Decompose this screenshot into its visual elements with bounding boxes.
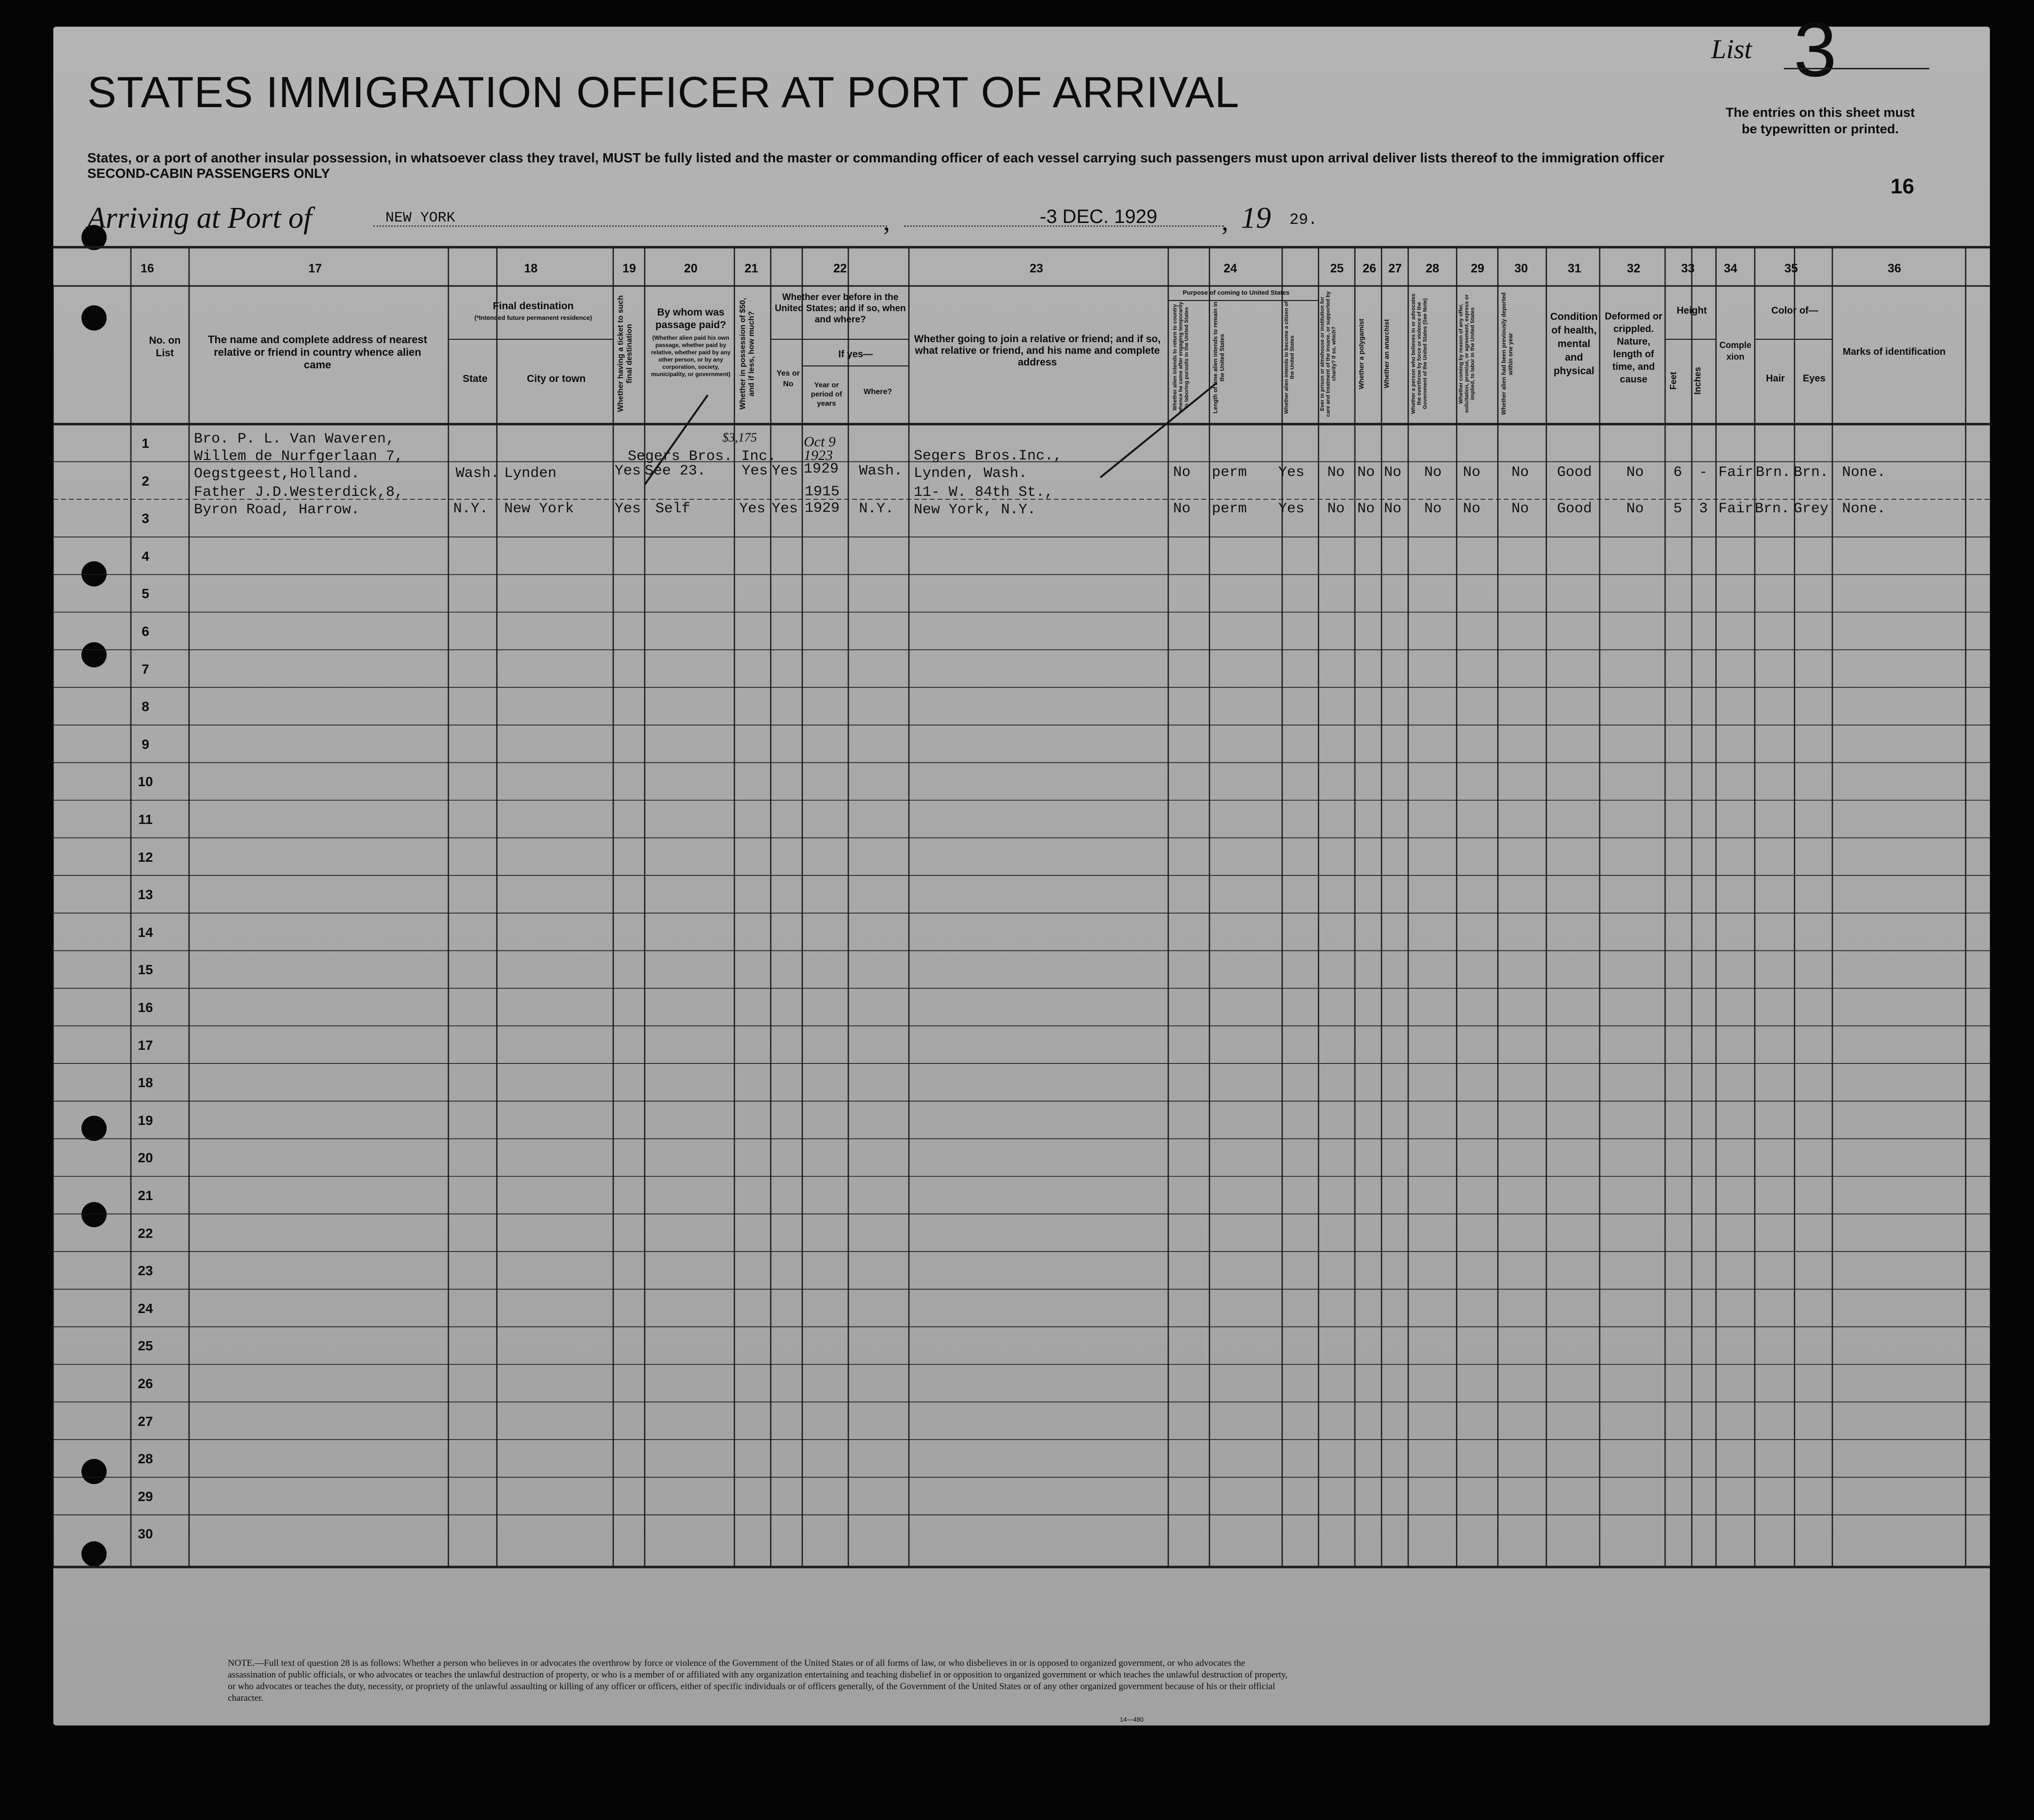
column-number-33: 33 bbox=[1681, 262, 1695, 275]
row-number: 1 bbox=[142, 436, 149, 451]
entry-2-eyes: Grey bbox=[1794, 501, 1829, 517]
column-number-24: 24 bbox=[1224, 262, 1237, 275]
entry-2-deformed: No bbox=[1626, 501, 1644, 517]
cabin-class: SECOND-CABIN PASSENGERS ONLY bbox=[87, 166, 330, 181]
column-number-23: 23 bbox=[1030, 262, 1043, 275]
entry-2-before: Yes bbox=[772, 501, 798, 517]
row-number: 5 bbox=[142, 586, 149, 601]
row-number: 25 bbox=[138, 1338, 153, 1354]
entry-2-state: N.Y. bbox=[453, 501, 489, 517]
row-number: 2 bbox=[142, 473, 149, 489]
column-number-31: 31 bbox=[1568, 262, 1581, 275]
header-inches: Inches bbox=[1693, 366, 1702, 395]
row-number: 26 bbox=[138, 1376, 153, 1391]
header-ever-before: Whether ever before in the United States; and if so, when and where? bbox=[775, 292, 906, 325]
row-number: 28 bbox=[138, 1451, 153, 1467]
header-deported: Whether alien had been previously deported within one year bbox=[1500, 292, 1514, 415]
column-number-30: 30 bbox=[1514, 262, 1528, 275]
header-final-destination: Final destination (*Intended future permanent residence) bbox=[474, 301, 592, 321]
entry-2-feet: 5 bbox=[1673, 501, 1683, 517]
arriving-label: Arriving at Port of bbox=[87, 202, 312, 235]
year-suffix: 29. bbox=[1289, 211, 1318, 229]
entry-2-paid-by: Self bbox=[655, 501, 691, 517]
entry-1-hair: Brn. bbox=[1756, 464, 1791, 481]
column-number-26: 26 bbox=[1363, 262, 1376, 275]
entry-1-deformed: No bbox=[1626, 464, 1644, 481]
header-yes-or-no: Yes or No bbox=[776, 369, 800, 388]
column-number-19: 19 bbox=[622, 262, 636, 275]
entry-2-overthrow: No bbox=[1424, 501, 1442, 517]
port-name: NEW YORK bbox=[385, 210, 456, 226]
row-number: 18 bbox=[138, 1075, 153, 1091]
entry-2-prison: No bbox=[1327, 501, 1345, 517]
row-number: 20 bbox=[138, 1150, 153, 1166]
header-length-of-stay: Length of time alien intends to remain in the United States bbox=[1212, 301, 1225, 413]
entry-1-complexion: Fair bbox=[1718, 464, 1754, 481]
entry-1-deported: No bbox=[1511, 464, 1529, 481]
header-passage-paid: By whom was passage paid? (Whether alien paid his own passage, whether paid by relative, whether paid by any other person, or by any corporation, society, municipality, or government) bbox=[651, 307, 731, 378]
row-number: 27 bbox=[138, 1413, 153, 1429]
row-number: 23 bbox=[138, 1263, 153, 1279]
entry-1-before-where: Wash. bbox=[859, 463, 903, 479]
entry-1-anarchist: No bbox=[1384, 464, 1402, 481]
entry-1-city: Lynden bbox=[504, 465, 557, 482]
header-complexion: Complexion bbox=[1719, 340, 1751, 362]
header-deformed: Deformed or crippled. Nature, length of time, and cause bbox=[1605, 311, 1663, 385]
entry-1-health: Good bbox=[1557, 464, 1592, 481]
entry-1-before: Yes bbox=[772, 463, 798, 479]
header-citizen-intent: Whether alien intends to become a citizen of the United States bbox=[1284, 301, 1295, 414]
header-labor-offer: Whether coming by reason of any offer, solicitation, promise, or agreement, express or implied, to labor in the United States bbox=[1458, 294, 1476, 413]
header-city: City or town bbox=[526, 373, 586, 384]
header-ticket: Whether having a ticket to such final destination bbox=[617, 295, 634, 412]
column-number-20: 20 bbox=[684, 262, 698, 275]
entry-2-inches: 3 bbox=[1699, 501, 1708, 517]
column-number-32: 32 bbox=[1627, 262, 1640, 275]
row-number: 8 bbox=[142, 699, 149, 714]
entry-1-ticket: Yes bbox=[615, 463, 641, 479]
header-money: Whether in possession of $50, and if less, how much? bbox=[739, 298, 756, 410]
entry-2-labor-offer: No bbox=[1463, 501, 1481, 517]
comma: , bbox=[1222, 206, 1228, 237]
header-polygamist: Whether a polygamist bbox=[1357, 318, 1365, 389]
entry-2-polygamist: No bbox=[1357, 501, 1375, 517]
column-number-25: 25 bbox=[1330, 262, 1344, 275]
entry-2-length: perm bbox=[1212, 501, 1247, 517]
column-number-35: 35 bbox=[1784, 262, 1798, 275]
entry-1-joining: Segers Bros.Inc., Lynden, Wash. bbox=[914, 448, 1063, 482]
entry-1-prison: No bbox=[1327, 464, 1345, 481]
header-overthrow: Whether a person who believes in or advocates the overthrow by force or violence of the Government of the United States (See Note) bbox=[1411, 293, 1428, 414]
entry-1-length: perm bbox=[1212, 464, 1247, 481]
entry-2-complexion: Fair bbox=[1718, 501, 1754, 517]
entry-1-money: Yes bbox=[742, 463, 768, 479]
page-title: STATES IMMIGRATION OFFICER AT PORT OF ARRIVAL bbox=[87, 68, 1239, 117]
column-number-28: 28 bbox=[1426, 262, 1439, 275]
comma: , bbox=[883, 206, 890, 237]
date-stamp: -3 DEC. 1929 bbox=[1040, 206, 1158, 227]
row-number: 4 bbox=[142, 548, 149, 564]
header-anarchist: Whether an anarchist bbox=[1382, 319, 1390, 389]
row-number: 30 bbox=[138, 1526, 153, 1542]
row-number: 19 bbox=[138, 1112, 153, 1128]
entry-2-before-where: N.Y. bbox=[859, 501, 894, 517]
entry-1-polygamist: No bbox=[1357, 464, 1375, 481]
row-number: 16 bbox=[138, 1000, 153, 1015]
entry-2-health: Good bbox=[1557, 501, 1592, 517]
row-number: 29 bbox=[138, 1488, 153, 1504]
row-number: 11 bbox=[138, 812, 153, 827]
entry-2-before-year: 1915 1929 bbox=[805, 484, 840, 517]
entry-1-inches: - bbox=[1699, 464, 1708, 481]
column-number-18: 18 bbox=[524, 262, 538, 275]
entry-1-return: No bbox=[1173, 464, 1191, 481]
typewritten-note: The entries on this sheet must be typewritten or printed. bbox=[1726, 105, 1915, 136]
column-number-16: 16 bbox=[141, 262, 154, 275]
row-number: 13 bbox=[138, 887, 153, 902]
entry-1-before-year: Oct 9 1923 1929 bbox=[804, 434, 839, 477]
instruction-text: States, or a port of another insular possession, in whatsoever class they travel, MUST be fully listed and the master or commanding officer of each vessel carrying such passengers must upon arrival deliver lists thereof to the immigration officer SECOND-CABIN PASSENGERS ONLY bbox=[87, 150, 1665, 181]
entry-1-paid-by: Segers Bros. Inc. bbox=[628, 448, 777, 465]
column-number-22: 22 bbox=[833, 262, 847, 275]
row-number: 12 bbox=[138, 849, 153, 865]
header-nearest-relative: The name and complete address of nearest relative or friend in country whence alien came bbox=[207, 333, 428, 371]
column-number-29: 29 bbox=[1471, 262, 1484, 275]
row-number: 9 bbox=[142, 736, 149, 752]
header-purpose: Purpose of coming to United States bbox=[1182, 289, 1290, 296]
header-joining-relative: Whether going to join a relative or friend; and if so, what relative or friend, and his name and complete address bbox=[914, 333, 1161, 368]
column-number-17: 17 bbox=[308, 262, 322, 275]
year-prefix: 19 bbox=[1241, 202, 1271, 235]
entry-1-paid-by-see: See 23. bbox=[645, 463, 706, 479]
header-return-intent: Whether alien intends to return to country whence he came after engaging temporarily in laboring pursuits in the United States bbox=[1172, 301, 1190, 413]
entry-2-deported: No bbox=[1511, 501, 1529, 517]
header-where: Where? bbox=[863, 388, 892, 396]
header-if-yes: If yes— bbox=[838, 349, 873, 360]
row-number: 24 bbox=[138, 1300, 153, 1316]
row-number: 10 bbox=[138, 774, 153, 790]
entry-2-hair: Brn. bbox=[1755, 501, 1790, 517]
header-state: State bbox=[462, 373, 488, 384]
footer-note: NOTE.—Full text of question 28 is as follows: Whether a person who believes in or advocates the overthrow by force or violence of the Government of the United States or of all forms of law, or who disbelieves in or is opposed to organized government, or who advocates the assassination of public officials, or who advocates or teaches the unlawful destruction of property, or who is a member of or affiliated with any organization entertaining and teaching disbelief in or opposition to organized government or which teaches the unlawful destruction of property, or who advocates or teaches the duty, necessity, or propriety of the unlawful assaulting or killing of any officer or officers, either of specific individuals or of officers generally, of the Government of the United States or of any other organized government because of his or their official character. bbox=[228, 1658, 1288, 1703]
header-year-period: Year or period of years bbox=[810, 381, 842, 408]
form-number: 14—480 bbox=[1120, 1716, 1144, 1723]
entry-1-citizen: Yes bbox=[1278, 464, 1305, 481]
header-height: Height bbox=[1676, 305, 1707, 316]
list-number: 3 bbox=[1794, 6, 1837, 93]
entry-1-money-note: $3,175 bbox=[722, 430, 757, 444]
entry-1-relative: Bro. P. L. Van Waveren, Willem de Nurfgerlaan 7, Oegstgeest,Holland. bbox=[194, 431, 404, 482]
column-number-36: 36 bbox=[1888, 262, 1901, 275]
entry-1-feet: 6 bbox=[1673, 464, 1683, 481]
row-number: 3 bbox=[142, 511, 149, 526]
entry-2-citizen: Yes bbox=[1278, 501, 1305, 517]
row-number: 7 bbox=[142, 661, 149, 677]
entry-2-money: Yes bbox=[739, 501, 766, 517]
entry-2-ticket: Yes bbox=[615, 501, 641, 517]
header-hair: Hair bbox=[1766, 373, 1785, 384]
header-feet: Feet bbox=[1669, 371, 1678, 390]
sheet-number: 16 bbox=[1891, 174, 1914, 198]
row-number: 6 bbox=[142, 624, 149, 639]
entry-2-anarchist: No bbox=[1384, 501, 1402, 517]
header-health: Condition of health, mental and physical bbox=[1550, 311, 1598, 377]
header-prison: Ever in prison or almshouse or institution for care and treatment of the insane, or supported by charity? If so, which? bbox=[1319, 291, 1337, 417]
column-number-21: 21 bbox=[745, 262, 758, 275]
entry-1-labor-offer: No bbox=[1463, 464, 1481, 481]
row-number: 22 bbox=[138, 1225, 153, 1241]
row-number: 17 bbox=[138, 1037, 153, 1053]
row-number: 14 bbox=[138, 924, 153, 940]
entry-1-state: Wash. bbox=[456, 465, 500, 482]
entry-2-relative: Father J.D.Westerdick,8, Byron Road, Harrow. bbox=[194, 484, 404, 518]
header-eyes: Eyes bbox=[1803, 373, 1826, 384]
row-number: 15 bbox=[138, 962, 153, 978]
entry-2-city: New York bbox=[504, 501, 574, 517]
entry-2-return: No bbox=[1173, 501, 1191, 517]
entry-2-joining: 11- W. 84th St., New York, N.Y. bbox=[914, 484, 1054, 518]
entry-1-marks: None. bbox=[1842, 464, 1886, 481]
header-marks: Marks of identification bbox=[1843, 347, 1946, 357]
column-number-34: 34 bbox=[1724, 262, 1737, 275]
entry-2-marks: None. bbox=[1842, 501, 1886, 517]
list-label: List bbox=[1711, 34, 1752, 64]
entry-1-overthrow: No bbox=[1424, 464, 1442, 481]
entry-1-eyes: Brn. bbox=[1794, 464, 1829, 481]
row-number: 21 bbox=[138, 1188, 153, 1203]
header-no-on-list: No. on List bbox=[149, 335, 181, 359]
header-color-of: Color of— bbox=[1771, 305, 1818, 316]
column-number-27: 27 bbox=[1388, 262, 1402, 275]
